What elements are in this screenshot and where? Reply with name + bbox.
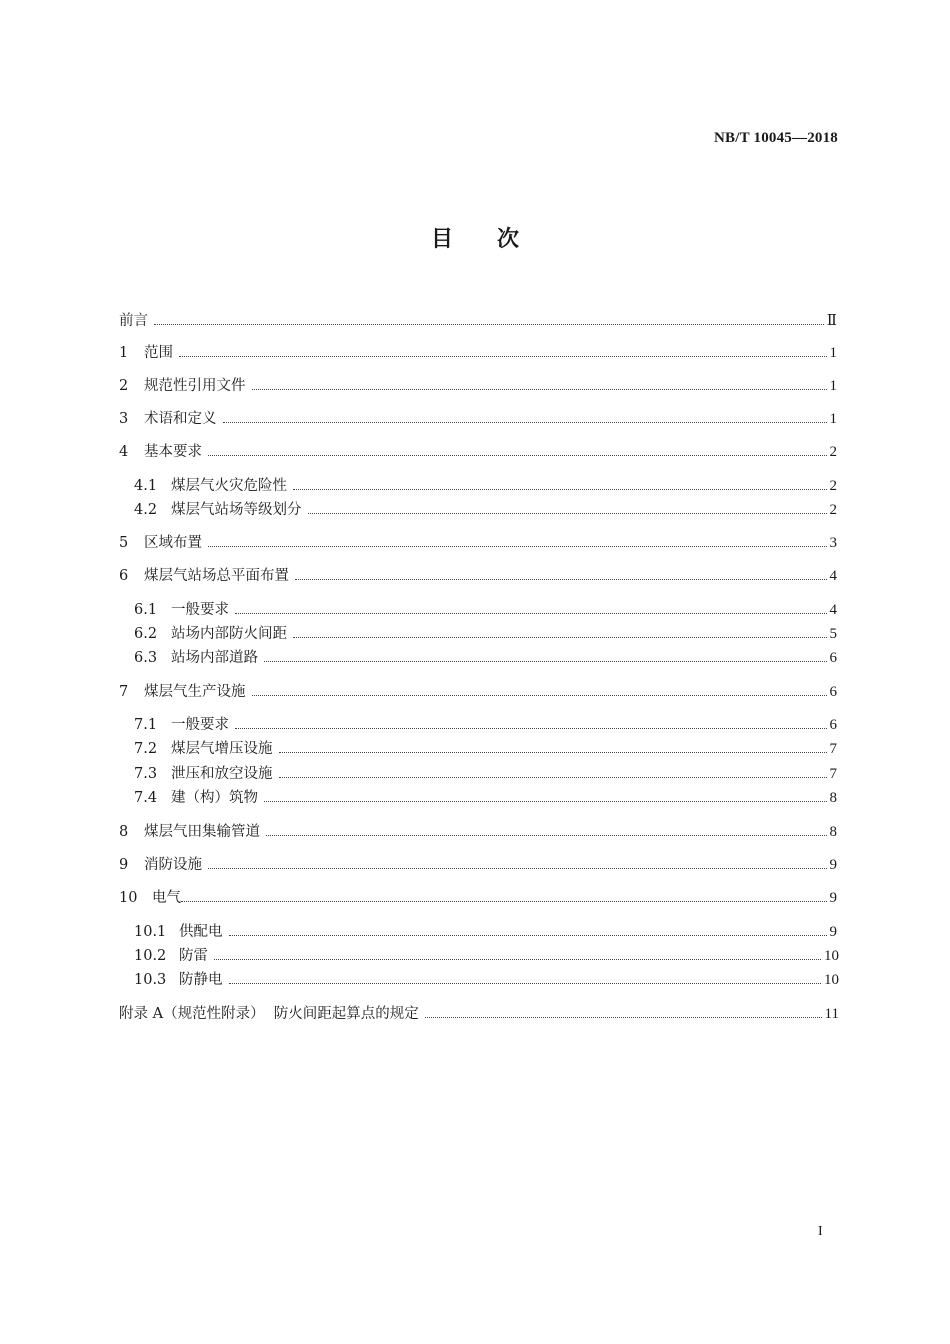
toc-entry-10-2[interactable] — [134, 945, 839, 967]
toc-label: 7 煤层气生产设施 — [119, 684, 246, 700]
toc-label: 7.2 煤层气增压设施 — [134, 741, 273, 757]
toc-page: 11 — [824, 1006, 839, 1022]
dot-leader — [235, 728, 827, 729]
toc-entry-foreword[interactable] — [119, 310, 837, 332]
toc-label: 7.1 一般要求 — [134, 717, 229, 733]
toc-label: 6.3 站场内部道路 — [134, 650, 258, 666]
toc-page: 2 — [829, 502, 837, 518]
toc-entry-10-1[interactable] — [134, 921, 837, 943]
dot-leader — [264, 661, 827, 662]
toc-page: 1 — [829, 345, 837, 361]
standard-code: NB/T 10045—2018 — [714, 130, 838, 146]
toc-page: 10 — [824, 972, 839, 988]
toc-label: 6.2 站场内部防火间距 — [134, 626, 287, 642]
dot-leader — [293, 637, 827, 638]
dot-leader — [308, 513, 827, 514]
toc-label: 10.2 防雷 — [134, 948, 208, 964]
toc-page: 9 — [829, 857, 837, 873]
toc-entry-6-1[interactable] — [134, 599, 837, 621]
toc-entry-9[interactable] — [119, 854, 837, 876]
toc-entry-6-2[interactable] — [134, 623, 837, 645]
dot-leader — [279, 752, 827, 753]
dot-leader — [223, 422, 827, 423]
toc-page: 5 — [829, 626, 837, 642]
page-title: 目次 — [430, 227, 563, 252]
toc-entry-7-4[interactable] — [134, 787, 837, 809]
toc-label: 9 消防设施 — [119, 857, 202, 873]
page-number: I — [818, 1224, 823, 1239]
toc-entry-4[interactable] — [119, 441, 837, 463]
dot-leader — [229, 935, 827, 936]
toc-entry-5[interactable] — [119, 532, 837, 554]
toc-page: 6 — [829, 650, 837, 666]
toc-label: 4.1 煤层气火灾危险性 — [134, 478, 287, 494]
toc-page: 1 — [829, 411, 837, 427]
toc-page: 3 — [829, 535, 837, 551]
toc-entry-4-1[interactable] — [134, 475, 837, 497]
dot-leader — [295, 579, 827, 580]
dot-leader — [264, 801, 827, 802]
toc-entry-4-2[interactable] — [134, 499, 837, 521]
dot-leader — [252, 695, 827, 696]
toc-label: 1 范围 — [119, 345, 173, 361]
toc-entry-appendix-a[interactable] — [119, 1003, 839, 1025]
toc-page: 9 — [829, 890, 837, 906]
toc-label: 10 电气 — [119, 890, 181, 906]
toc-page: 2 — [829, 444, 837, 460]
toc-label: 8 煤层气田集输管道 — [119, 824, 260, 840]
toc-page: 8 — [829, 824, 837, 840]
toc-entry-10-3[interactable] — [134, 969, 839, 991]
toc-page: Ⅱ — [826, 313, 837, 329]
dot-leader — [252, 389, 827, 390]
toc-label: 前言 — [119, 313, 148, 329]
toc-entry-2[interactable] — [119, 375, 837, 397]
dot-leader — [229, 983, 822, 984]
dot-leader — [179, 356, 827, 357]
toc-entry-6-3[interactable] — [134, 647, 837, 669]
toc-entry-7-1[interactable] — [134, 714, 837, 736]
dot-leader — [214, 959, 821, 960]
toc-page: 4 — [829, 568, 837, 584]
dot-leader — [425, 1017, 822, 1018]
dot-leader — [293, 489, 827, 490]
dot-leader — [266, 835, 827, 836]
toc-entry-1[interactable] — [119, 342, 837, 364]
toc-entry-7-2[interactable] — [134, 738, 837, 760]
toc-page: 9 — [829, 924, 837, 940]
toc-entry-10[interactable] — [119, 887, 837, 909]
dot-leader — [235, 613, 827, 614]
dot-leader — [208, 868, 827, 869]
dot-leader — [208, 546, 827, 547]
dot-leader — [154, 324, 824, 325]
toc-page: 7 — [829, 741, 837, 757]
toc-entry-7[interactable] — [119, 681, 837, 703]
toc-label: 4 基本要求 — [119, 444, 202, 460]
toc-page: 6 — [829, 717, 837, 733]
toc-entry-3[interactable] — [119, 408, 837, 430]
toc-page: 4 — [829, 602, 837, 618]
toc-label: 6.1 一般要求 — [134, 602, 229, 618]
toc-label: 7.3 泄压和放空设施 — [134, 766, 273, 782]
toc-page: 10 — [824, 948, 839, 964]
toc-label: 6 煤层气站场总平面布置 — [119, 568, 289, 584]
toc-page: 8 — [829, 790, 837, 806]
dot-leader — [279, 777, 827, 778]
toc-label: 5 区域布置 — [119, 535, 202, 551]
toc-label: 10.3 防静电 — [134, 972, 223, 988]
toc-page: 1 — [829, 378, 837, 394]
dot-leader — [208, 455, 827, 456]
toc-label: 4.2 煤层气站场等级划分 — [134, 502, 302, 518]
toc-label: 附录 A（规范性附录） 防火间距起算点的规定 — [119, 1006, 419, 1022]
toc-entry-6[interactable] — [119, 565, 837, 587]
dot-leader — [181, 901, 827, 902]
toc-page: 7 — [829, 766, 837, 782]
toc-page: 2 — [829, 478, 837, 494]
toc-entry-8[interactable] — [119, 821, 837, 843]
toc-label: 2 规范性引用文件 — [119, 378, 246, 394]
toc-page: 6 — [829, 684, 837, 700]
toc-entry-7-3[interactable] — [134, 763, 837, 785]
toc-label: 10.1 供配电 — [134, 924, 223, 940]
toc-label: 3 术语和定义 — [119, 411, 217, 427]
toc-label: 7.4 建（构）筑物 — [134, 790, 258, 806]
